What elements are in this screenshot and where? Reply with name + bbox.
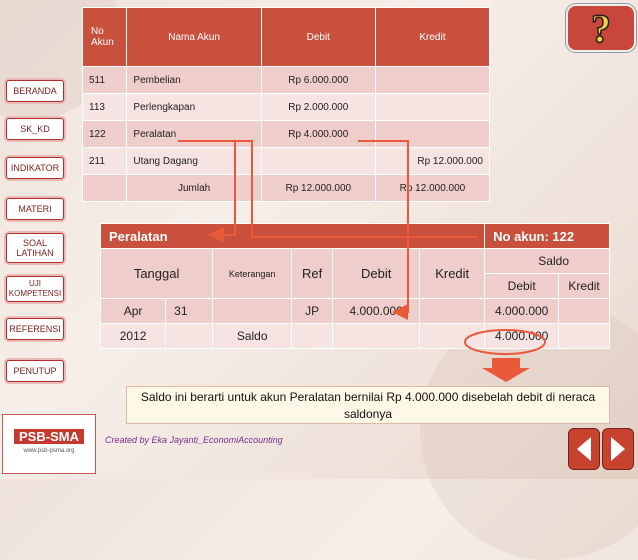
cell-no: 511	[83, 67, 127, 94]
header-kredit: Kredit	[420, 249, 485, 299]
cell-saldo-kredit	[559, 299, 610, 324]
cell-debit: Rp 4.000.000	[261, 121, 375, 148]
credit-text: Created by Eka Jayanti_EconomiAccounting	[105, 435, 283, 445]
cell-keterangan: Saldo	[213, 324, 292, 349]
cell-keterangan	[213, 299, 292, 324]
question-mark-icon	[568, 6, 634, 50]
cell-debit: Rp 2.000.000	[261, 94, 375, 121]
cell-saldo-debit: 4.000.000	[485, 299, 559, 324]
logo-text: PSB-SMA	[14, 429, 84, 444]
total-debit: Rp 12.000.000	[261, 175, 375, 202]
header-saldo-kredit: Kredit	[559, 274, 610, 299]
header-kredit: Kredit	[375, 8, 489, 67]
cell-day	[166, 324, 213, 349]
cell-debit	[333, 324, 420, 349]
header-ref: Ref	[292, 249, 333, 299]
cell-no: 122	[83, 121, 127, 148]
ledger-header-row	[101, 249, 610, 274]
journal-header-row	[83, 8, 490, 67]
header-saldo-debit: Debit	[485, 274, 559, 299]
cell-ref: JP	[292, 299, 333, 324]
cell-kredit	[375, 121, 489, 148]
cell-day: 31	[166, 299, 213, 324]
cell-no: 113	[83, 94, 127, 121]
table-row	[83, 94, 490, 121]
cell-debit: Rp 6.000.000	[261, 67, 375, 94]
table-row	[83, 67, 490, 94]
arrow-right-icon	[603, 429, 633, 469]
cell-no: 211	[83, 148, 127, 175]
cell-empty	[83, 175, 127, 202]
header-nama-akun: Nama Akun	[127, 8, 261, 67]
next-button[interactable]	[602, 428, 634, 470]
table-row	[83, 148, 490, 175]
total-kredit: Rp 12.000.000	[375, 175, 489, 202]
cell-nama: Utang Dagang	[127, 148, 261, 175]
nav-materi[interactable]: MATERI	[6, 198, 64, 220]
cell-kredit	[375, 67, 489, 94]
ledger-table	[100, 223, 610, 349]
cell-debit	[261, 148, 375, 175]
arrow-left-icon	[569, 429, 599, 469]
nav-uji-kompetensi[interactable]: UJI KOMPETENSI	[6, 276, 64, 302]
total-row	[83, 175, 490, 202]
ledger-account-name: Peralatan	[101, 224, 485, 249]
cell-kredit	[420, 324, 485, 349]
cell-kredit	[375, 94, 489, 121]
psb-sma-logo	[2, 414, 96, 474]
cell-month: Apr	[101, 299, 166, 324]
cell-saldo-kredit	[559, 324, 610, 349]
header-no-akun: No Akun	[83, 8, 127, 67]
nav-beranda[interactable]: BERANDA	[6, 80, 64, 102]
nav-indikator[interactable]: INDIKATOR	[6, 157, 64, 179]
cell-saldo-debit: 4.000.000	[485, 324, 559, 349]
svg-text:?: ?	[591, 6, 611, 50]
nav-soal-latihan[interactable]: SOAL LATIHAN	[6, 233, 64, 263]
cell-debit: 4.000.000	[333, 299, 420, 324]
help-question-icon[interactable]	[566, 4, 636, 52]
header-keterangan: Keterangan	[213, 249, 292, 299]
total-label: Jumlah	[127, 175, 261, 202]
explanation-note: Saldo ini berarti untuk akun Peralatan bernilai Rp 4.000.000 disebelah debit di neraca saldonya	[126, 386, 610, 424]
logo-url: www.psb-psma.org	[23, 448, 75, 454]
table-row	[83, 121, 490, 148]
header-tanggal: Tanggal	[101, 249, 213, 299]
table-row	[101, 324, 610, 349]
nav-penutup[interactable]: PENUTUP	[6, 360, 64, 382]
cell-ref	[292, 324, 333, 349]
header-debit: Debit	[333, 249, 420, 299]
nav-referensi[interactable]: REFERENSI	[6, 318, 64, 340]
ledger-account-no: No akun: 122	[485, 224, 610, 249]
cell-kredit: Rp 12.000.000	[375, 148, 489, 175]
cell-nama: Pembelian	[127, 67, 261, 94]
header-saldo: Saldo	[485, 249, 610, 274]
prev-button[interactable]	[568, 428, 600, 470]
cell-nama: Peralatan	[127, 121, 261, 148]
cell-nama: Perlengkapan	[127, 94, 261, 121]
ledger-title-row	[101, 224, 610, 249]
nav-sk-kd[interactable]: SK_KD	[6, 118, 64, 140]
journal-table	[82, 7, 490, 202]
table-row	[101, 299, 610, 324]
cell-kredit	[420, 299, 485, 324]
header-debit: Debit	[261, 8, 375, 67]
cell-month: 2012	[101, 324, 166, 349]
